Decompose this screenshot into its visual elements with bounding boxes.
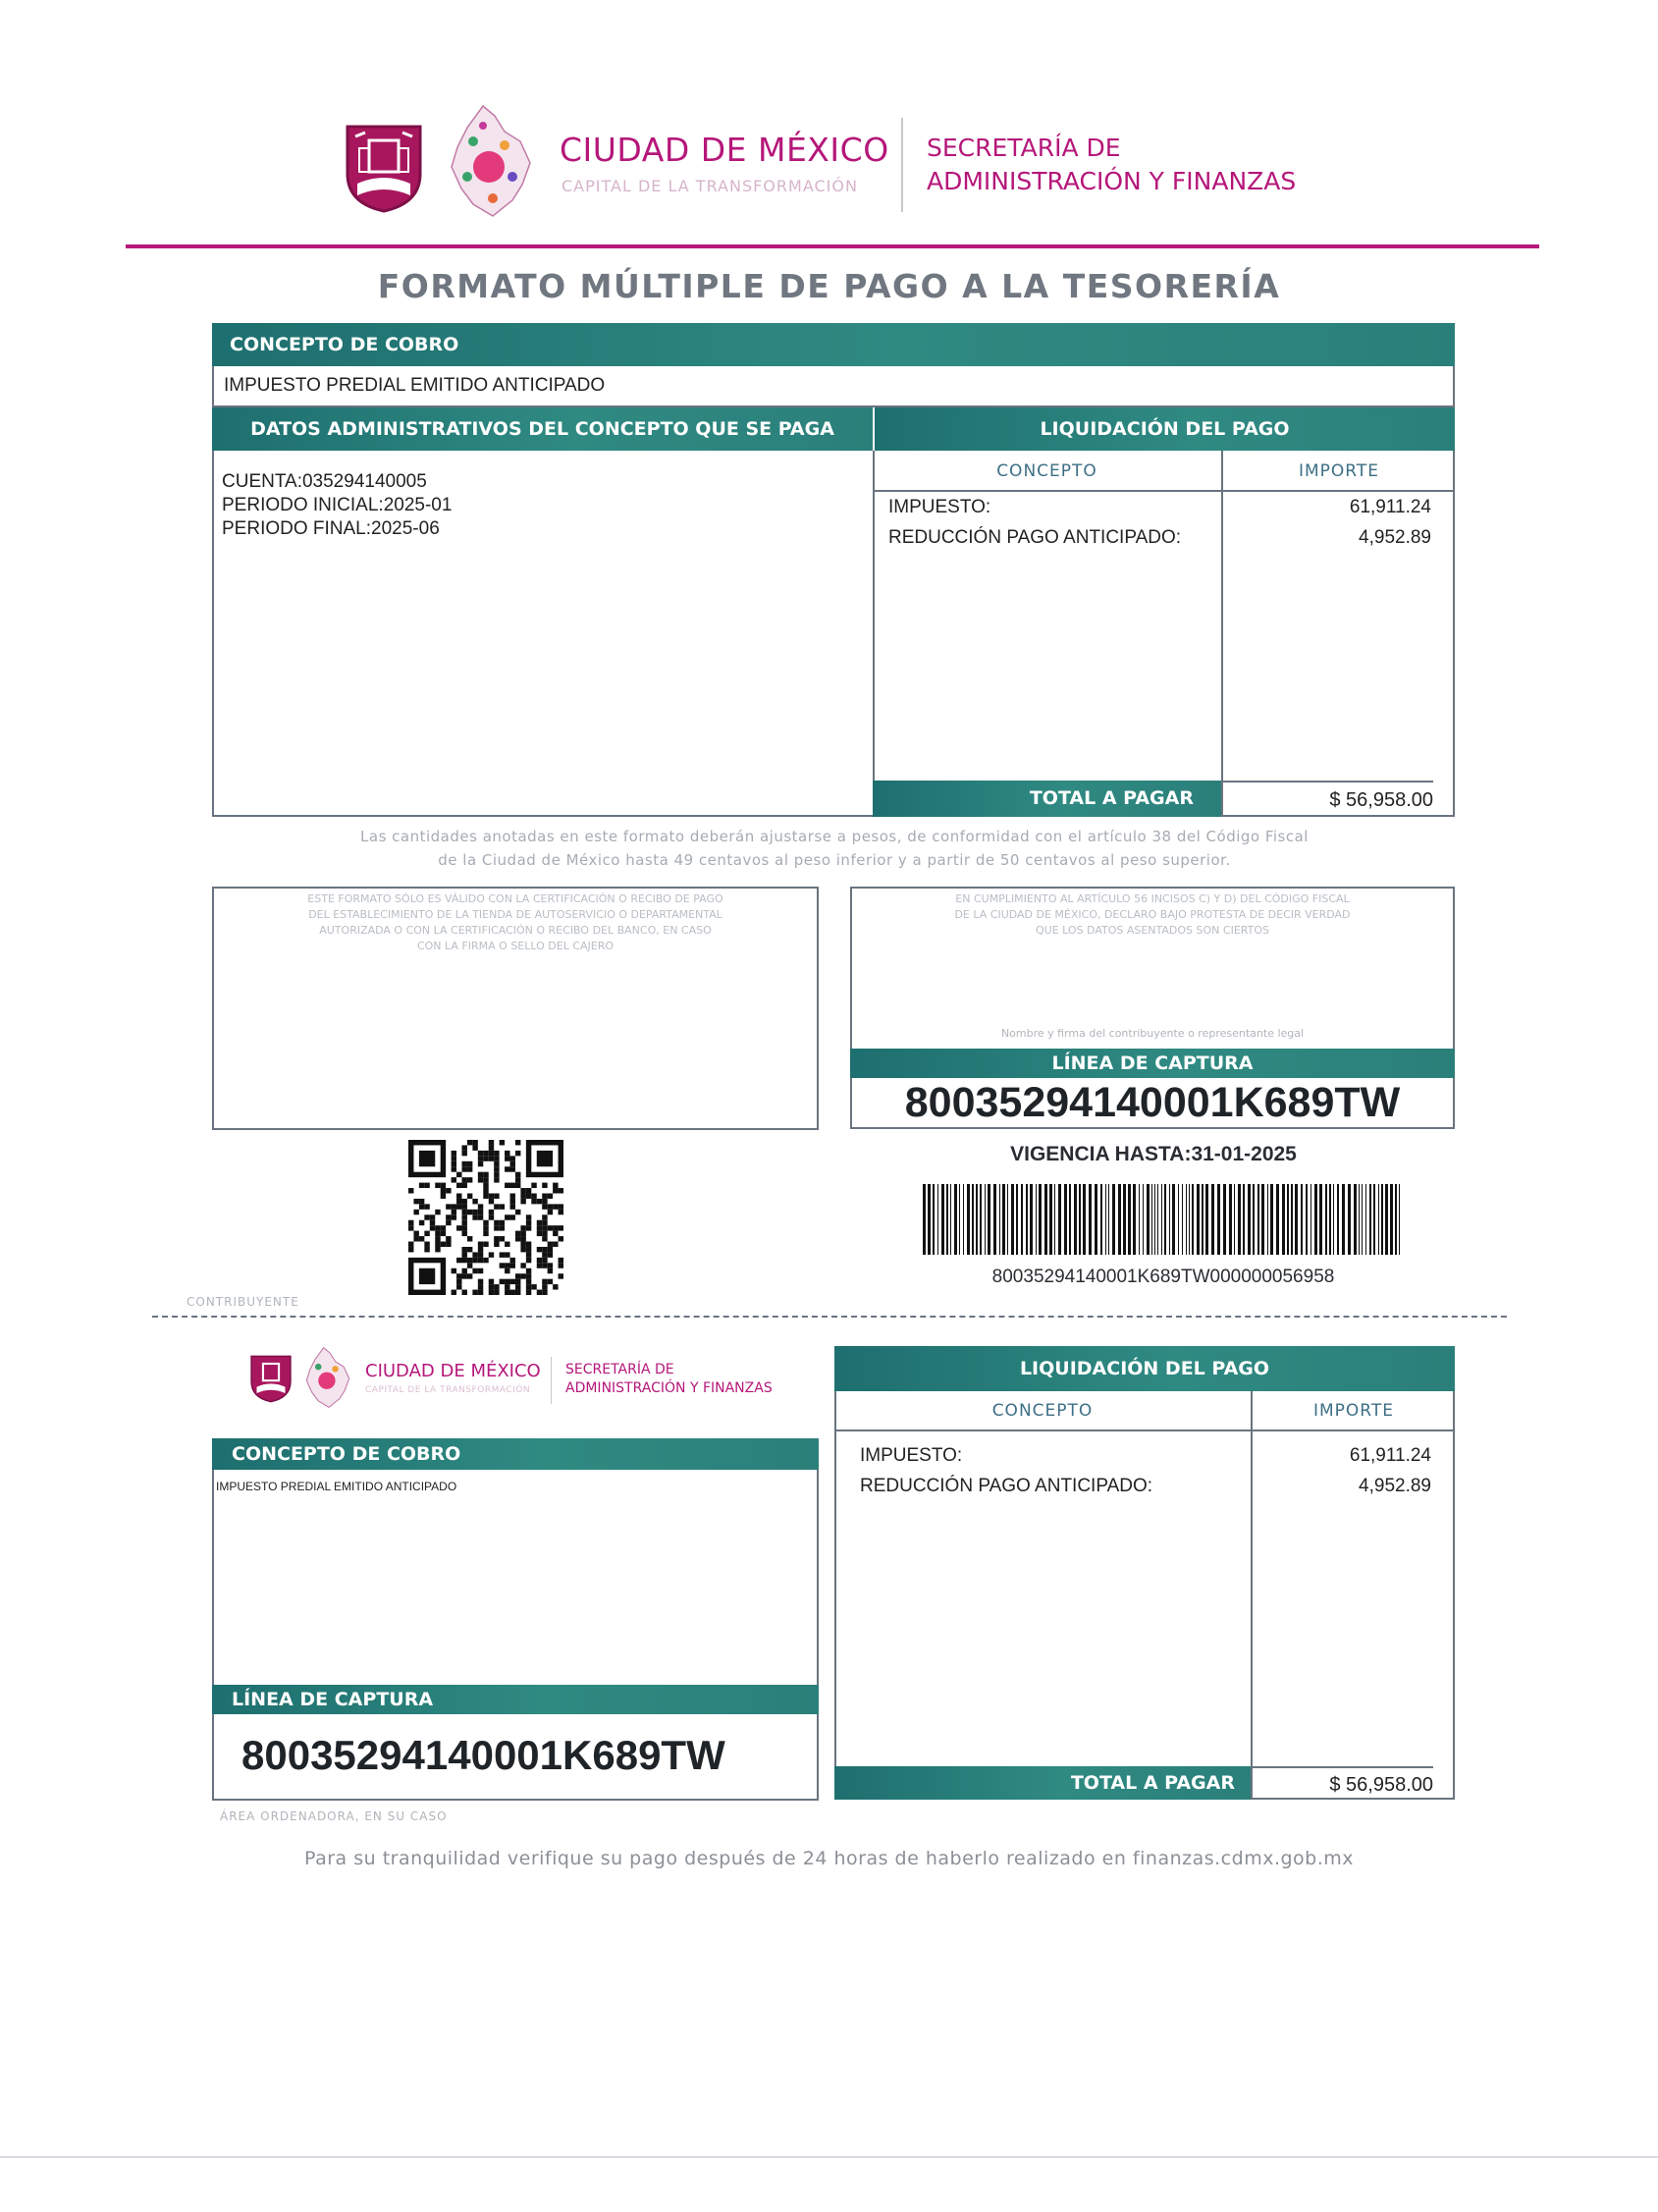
liquidacion-header-rule <box>873 490 1455 492</box>
liquidacion-row-impuesto-value: 61,911.24 <box>1349 497 1431 517</box>
liquidacion-row-reduccion-value: 4,952.89 <box>1359 527 1431 548</box>
barcode-text: 80035294140001K689TW000000056958 <box>991 1267 1335 1287</box>
liquidacion-header-stub: LIQUIDACIÓN DEL PAGO <box>834 1346 1455 1391</box>
linea-captura-header-stub: LÍNEA DE CAPTURA <box>212 1685 819 1714</box>
linea-captura-value: 80035294140001K689TW <box>904 1079 1401 1126</box>
document-title: FORMATO MÚLTIPLE DE PAGO A LA TESORERÍA <box>377 267 1281 305</box>
secretaria-line2-small: ADMINISTRACIÓN Y FINANZAS <box>565 1380 773 1396</box>
city-name-small: CIUDAD DE MÉXICO <box>365 1361 541 1381</box>
city-tagline: CAPITAL DE LA TRANSFORMACIÓN <box>562 177 858 195</box>
liquidacion-row-reduccion-label-stub: REDUCCIÓN PAGO ANTICIPADO: <box>860 1476 1153 1496</box>
total-pagar-value-stub: $ 56,958.00 <box>1253 1766 1433 1800</box>
rounding-notice-line2: de la Ciudad de México hasta 49 centavos al peso inferior y a partir de 50 centavos al peso superior. <box>438 851 1231 869</box>
liquidacion-row-impuesto-label-stub: IMPUESTO: <box>860 1445 963 1466</box>
declaration-line1: EN CUMPLIMIENTO AL ARTÍCULO 56 INCISOS C) Y D) DEL CÓDIGO FISCAL <box>955 892 1350 905</box>
col-concepto-header-stub: CONCEPTO <box>991 1401 1094 1421</box>
total-pagar-value: $ 56,958.00 <box>1223 781 1433 817</box>
datos-admin-periodo-inicial: PERIODO INICIAL:2025-01 <box>222 495 453 515</box>
area-ordenadora-label: ÁREA ORDENADORA, EN SU CASO <box>220 1809 448 1823</box>
concepto-cobro-header-stub: CONCEPTO DE COBRO <box>212 1438 819 1470</box>
liquidacion-header: LIQUIDACIÓN DEL PAGO <box>873 407 1455 451</box>
col-importe-header: IMPORTE <box>1298 461 1379 481</box>
cdmx-map-logo <box>444 102 538 220</box>
validity-line2: DEL ESTABLECIMIENTO DE LA TIENDA DE AUTOSERVICIO O DEPARTAMENTAL <box>308 908 722 921</box>
cdmx-map-logo-small <box>302 1345 353 1410</box>
city-shield-logo <box>344 123 424 213</box>
liquidacion-row-impuesto-value-stub: 61,911.24 <box>1349 1445 1431 1466</box>
declaration-line2: DE LA CIUDAD DE MÉXICO, DECLARO BAJO PROTESTA DE DECIR VERDAD <box>954 908 1351 921</box>
signature-caption: Nombre y firma del contribuyente o representante legal <box>1000 1027 1305 1040</box>
header-divider-small <box>551 1357 552 1404</box>
col-importe-header-stub: IMPORTE <box>1312 1401 1394 1421</box>
datos-admin-periodo-final: PERIODO FINAL:2025-06 <box>222 518 440 539</box>
barcode <box>923 1184 1400 1255</box>
liquidacion-header-rule-stub <box>834 1430 1455 1431</box>
page-bottom-edge <box>0 2156 1658 2158</box>
concepto-cobro-value-stub: IMPUESTO PREDIAL EMITIDO ANTICIPADO <box>216 1480 457 1493</box>
col-concepto-header: CONCEPTO <box>996 461 1097 481</box>
validity-line3: AUTORIZADA O CON LA CERTIFICACIÓN O RECIBO DEL BANCO, EN CASO <box>319 924 712 937</box>
header-rule <box>126 244 1539 248</box>
liquidacion-row-reduccion-value-stub: 4,952.89 <box>1359 1476 1431 1496</box>
contribuyente-label: CONTRIBUYENTE <box>187 1295 299 1309</box>
footer-verification-note: Para su tranquilidad verifique su pago después de 24 horas de haberlo realizado en finanzas.cdmx.gob.mx <box>303 1848 1355 1869</box>
secretaria-line1: SECRETARÍA DE <box>927 134 1121 162</box>
secretaria-line1-small: SECRETARÍA DE <box>565 1362 674 1377</box>
liquidacion-row-reduccion-label: REDUCCIÓN PAGO ANTICIPADO: <box>888 527 1182 548</box>
declaration-line3: QUE LOS DATOS ASENTADOS SON CIERTOS <box>1036 924 1269 937</box>
total-pagar-label-stub: TOTAL A PAGAR <box>834 1766 1251 1800</box>
total-pagar-label: TOTAL A PAGAR <box>873 781 1221 817</box>
liquidacion-row-impuesto-label: IMPUESTO: <box>888 497 991 517</box>
concepto-cobro-value: IMPUESTO PREDIAL EMITIDO ANTICIPADO <box>212 366 1455 407</box>
city-shield-logo-small <box>249 1354 293 1403</box>
linea-captura-header: LÍNEA DE CAPTURA <box>850 1049 1455 1078</box>
qr-code <box>408 1140 563 1295</box>
validity-line4: CON LA FIRMA O SELLO DEL CAJERO <box>416 940 615 952</box>
datos-admin-cuenta: CUENTA:035294140005 <box>222 471 427 492</box>
city-name: CIUDAD DE MÉXICO <box>560 131 889 169</box>
secretaria-line2: ADMINISTRACIÓN Y FINANZAS <box>927 167 1297 195</box>
cut-line <box>152 1316 1507 1318</box>
linea-captura-value-stub: 80035294140001K689TW <box>241 1732 725 1778</box>
vigencia-label: VIGENCIA HASTA:31-01-2025 <box>1010 1143 1297 1165</box>
datos-admin-header: DATOS ADMINISTRATIVOS DEL CONCEPTO QUE SE PAGA <box>212 407 873 451</box>
header-divider <box>901 118 903 212</box>
rounding-notice-line1: Las cantidades anotadas en este formato deberán ajustarse a pesos, de conformidad con el artículo 38 del Código Fiscal <box>360 828 1309 845</box>
validity-line1: ESTE FORMATO SÓLO ES VÁLIDO CON LA CERTIFICACIÓN O RECIBO DE PAGO <box>307 892 723 905</box>
city-tagline-small: CAPITAL DE LA TRANSFORMACIÓN <box>365 1385 531 1395</box>
concepto-cobro-header: CONCEPTO DE COBRO <box>212 323 1455 366</box>
